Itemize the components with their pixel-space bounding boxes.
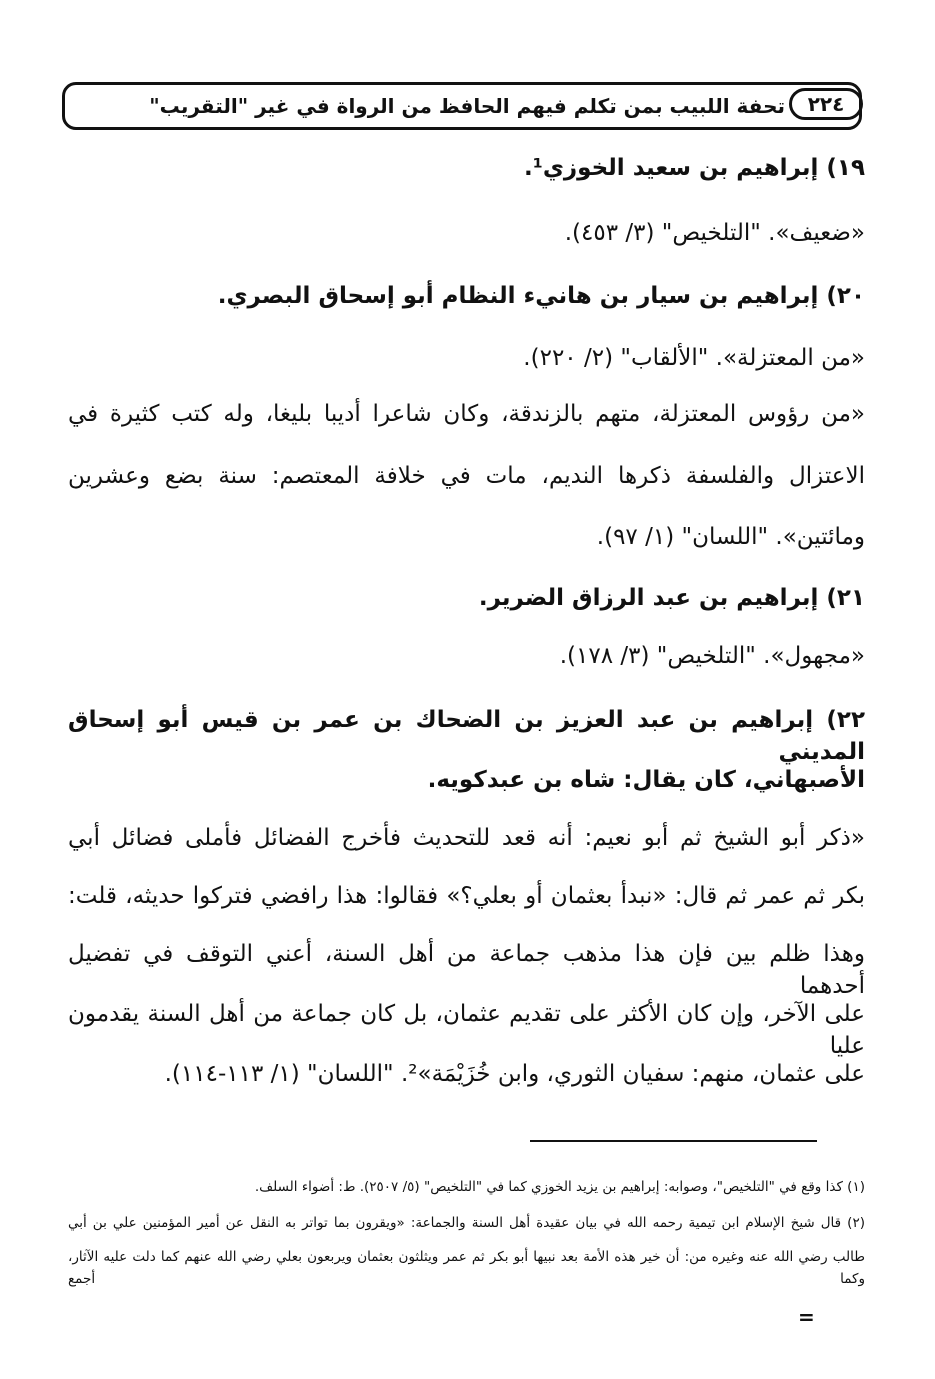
entry-19-grade: «ضعيف». "التلخيص" (٣/ ٤٥٣). <box>564 220 865 246</box>
page-number: ٢٢٤ <box>789 88 863 120</box>
entry-22-quote-line: على الآخر، وإن كان الأكثر على تقديم عثمان، بل كان جماعة من أهل السنة يقدمون عليا <box>68 1001 865 1059</box>
footnote-2: (٢) قال شيخ الإسلام ابن تيمية رحمه الله في بيان عقيدة أهل السنة والجماعة: «ويقرون بما تواتر به النقل عن أمير المؤمنين علي بن أبي <box>68 1215 865 1231</box>
entry-22-quote-line: وهذا ظلم بين فإن هذا مذهب جماعة من أهل السنة، أعني التوقف في تفضيل أحدهما <box>68 941 865 999</box>
footnote-2-continued: طالب رضي الله عنه وغيره من: أن خير هذه الأمة بعد نبيها أبو بكر ثم عمر ويثلثون بعثمان ويربعون بعلي رضي الله عنهم كما دلت عليه الآثار، وكما أجمع <box>68 1249 865 1287</box>
footnote-1: (١) كذا وقع في "التلخيص"، وصوابه: إبراهيم بن يزيد الخوزي كما في "التلخيص" (٥/ ٢٥٠٧). ط: أضواء السلف. <box>254 1179 865 1195</box>
entry-22-heading: ٢٢) إبراهيم بن عبد العزيز بن الضحاك بن عمر بن قيس أبو إسحاق المديني <box>68 707 865 765</box>
entry-20-heading: ٢٠) إبراهيم بن سيار بن هانيء النظام أبو إسحاق البصري. <box>217 283 865 309</box>
entry-21-heading: ٢١) إبراهيم بن عبد الرزاق الضرير. <box>478 585 865 611</box>
entry-20-quote-line: ومائتين». "اللسان" (١/ ٩٧). <box>596 524 865 550</box>
entry-20-grade: «من المعتزلة». "الألقاب" (٢/ ٢٢٠). <box>523 345 865 371</box>
entry-19-heading: ١٩) إبراهيم بن سعيد الخوزي¹. <box>524 155 865 181</box>
entry-22-quote-line: بكر ثم عمر ثم قال: «نبدأ بعثمان أو بعلي؟» فقالوا: هذا رافضي فتركوا حديثه، قلت: <box>68 883 865 909</box>
entry-22-heading: الأصبهاني، كان يقال: شاه بن عبدكويه. <box>427 767 865 793</box>
entry-22-quote-line: «ذكر أبو الشيخ ثم أبو نعيم: أنه قعد للتحديث فأخرج الفضائل فأملى فضائل أبي <box>68 825 865 851</box>
entry-20-quote-line: الاعتزال والفلسفة ذكرها النديم، مات في خلافة المعتصم: سنة بضع وعشرين <box>68 463 865 489</box>
entry-22-quote-line: على عثمان، منهم: سفيان الثوري، وابن خُزَيْمَة»². "اللسان" (١/ ١١٣-١١٤). <box>164 1061 865 1087</box>
continuation-mark: = <box>798 1305 815 1329</box>
footnote-divider <box>530 1140 817 1142</box>
running-header-title: تحفة اللبيب بمن تكلم فيهم الحافظ من الرواة في غير "التقريب" <box>149 94 785 118</box>
entry-21-grade: «مجهول». "التلخيص" (٣/ ١٧٨). <box>559 643 865 669</box>
entry-20-quote-line: «من رؤوس المعتزلة، متهم بالزندقة، وكان شاعرا أديبا بليغا، وله كتب كثيرة في <box>68 401 865 427</box>
